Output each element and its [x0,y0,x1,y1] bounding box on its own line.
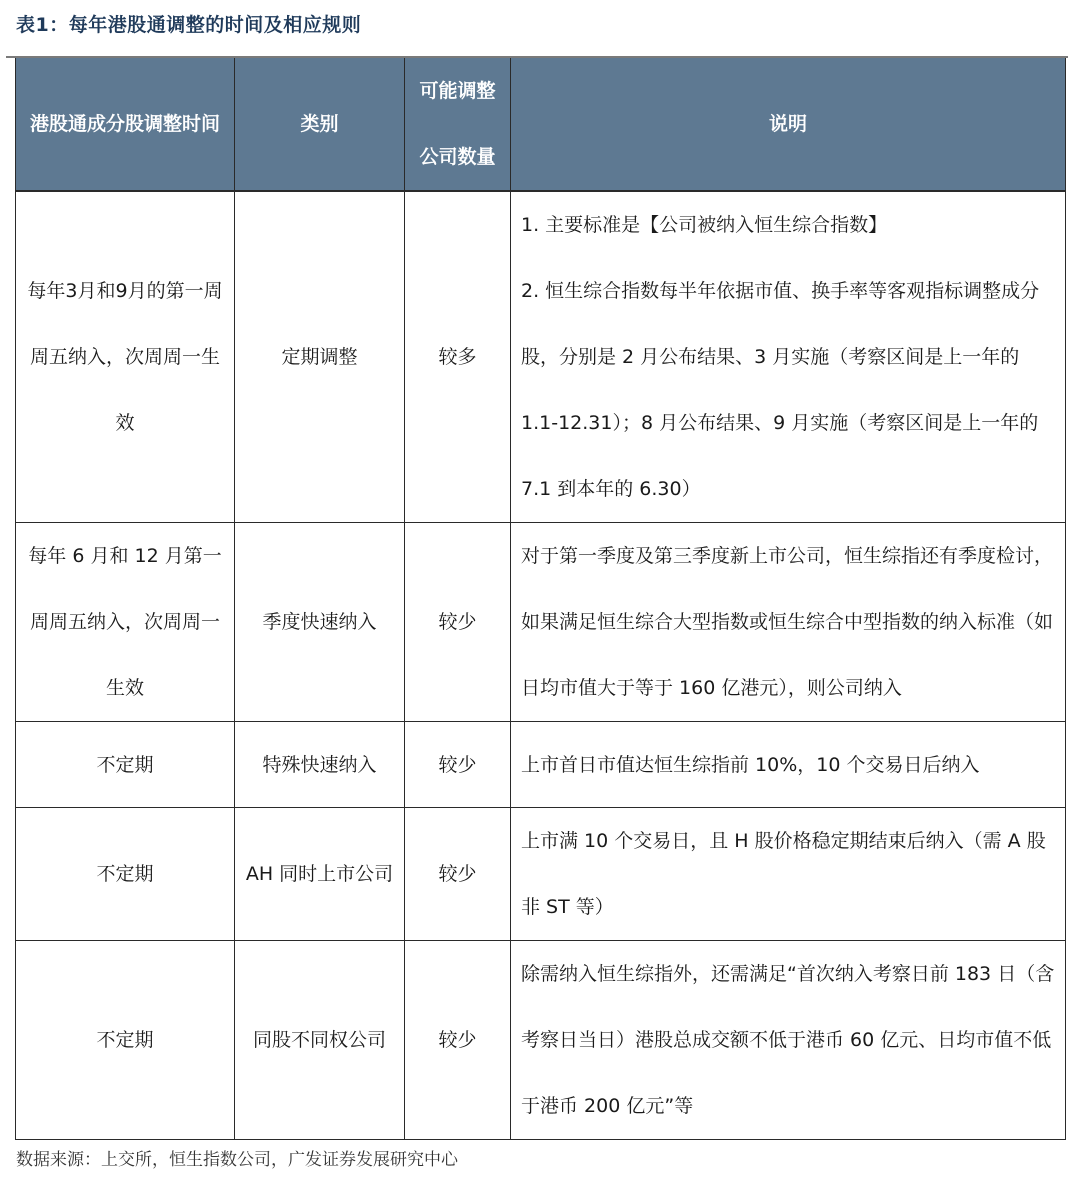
description-line: 上市满 10 个交易日，且 H 股价格稳定期结束后纳入（需 A 股非 ST 等） [521,830,1046,918]
table-row [16,523,1066,722]
cell-category: 同股不同权公司 [235,941,405,1140]
cell-count: 较少 [405,523,511,722]
cell-count: 较少 [405,722,511,808]
header-description: 说明 [511,58,1066,191]
cell-category: 定期调整 [235,191,405,523]
cell-description [511,191,1066,523]
header-row [16,58,1066,191]
cell-time: 不定期 [16,941,235,1140]
table-title: 表1：每年港股通调整的时间及相应规则 [16,14,362,36]
table-row [16,941,1066,1140]
cell-time: 不定期 [16,722,235,808]
cell-description [511,722,1066,808]
header-time: 港股通成分股调整时间 [16,58,235,191]
table-row [16,191,1066,523]
cell-time: 每年3月和9月的第一周周五纳入，次周周一生效 [16,191,235,523]
source-note: 数据来源：上交所，恒生指数公司，广发证券发展研究中心 [16,1150,458,1170]
header-category: 类别 [235,58,405,191]
description-line: 对于第一季度及第三季度新上市公司，恒生综指还有季度检讨，如果满足恒生综合大型指数或恒生综合中型指数的纳入标准（如日均市值大于等于 160 亿港元），则公司纳入 [521,545,1054,699]
cell-category: AH 同时上市公司 [235,808,405,941]
cell-category: 季度快速纳入 [235,523,405,722]
description-line: 除需纳入恒生综指外，还需满足“首次纳入考察日前 183 日（含考察日当日）港股总成交额不低于港币 60 亿元、日均市值不低于港币 200 亿元”等 [521,963,1055,1117]
cell-count: 较少 [405,808,511,941]
cell-description [511,523,1066,722]
description-line: 1. 主要标准是【公司被纳入恒生综合指数】 [521,214,888,236]
cell-description [511,808,1066,941]
description-line: 上市首日市值达恒生综指前 10%，10 个交易日后纳入 [521,753,980,776]
header-count: 可能调整公司数量 [405,58,511,191]
cell-time: 不定期 [16,808,235,941]
table-row [16,722,1066,808]
cell-time: 每年 6 月和 12 月第一周周五纳入，次周周一生效 [16,523,235,722]
cell-count: 较少 [405,941,511,1140]
cell-count: 较多 [405,191,511,523]
table-row [16,808,1066,941]
cell-category: 特殊快速纳入 [235,722,405,808]
rules-table [15,58,1066,1140]
description-line: 2. 恒生综合指数每半年依据市值、换手率等客观指标调整成分股，分别是 2 月公布结果、3 月实施（考察区间是上一年的 1.1-12.31）；8 月公布结果、9 月实施（考察区间是上一年的 7.1 到本年的 6.30） [521,280,1040,500]
cell-description [511,941,1066,1140]
